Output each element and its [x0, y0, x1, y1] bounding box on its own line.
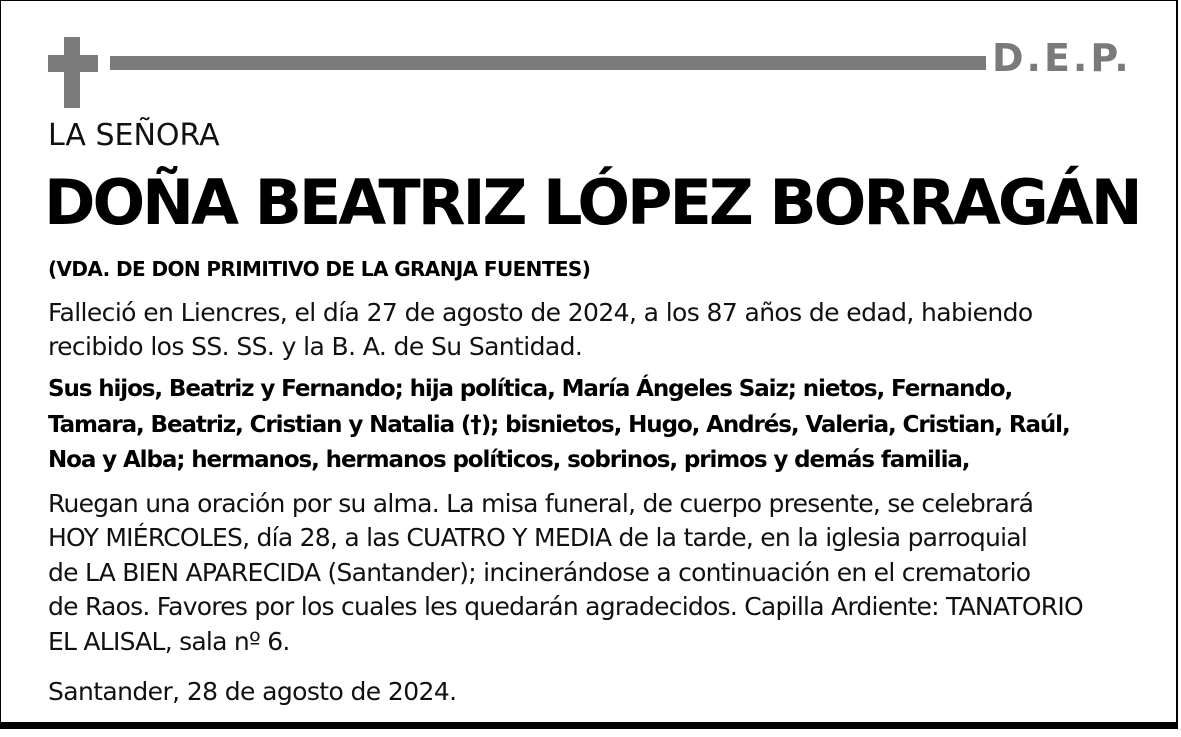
paragraph-line: Ruegan una oración por su alma. La misa funeral, de cuerpo presente, se celebrará [48, 489, 1034, 518]
paragraph-line: Tamara, Beatriz, Cristian y Natalia (†); bisnietos, Hugo, Andrés, Valeria, Cristian, Raúl, [48, 411, 1070, 438]
paragraph-line: recibido los SS. SS. y la B. A. de Su Santidad. [48, 332, 583, 361]
paragraph-line: Noa y Alba; hermanos, hermanos políticos, sobrinos, primos y demás familia, [48, 447, 970, 473]
cross-icon [64, 37, 80, 108]
widow-note: (VDA. DE DON PRIMITIVO DE LA GRANJA FUENTES) [48, 257, 591, 281]
place-date: Santander, 28 de agosto de 2024. [48, 677, 457, 706]
funeral-paragraph [48, 487, 1158, 659]
deceased-name: DOÑA BEATRIZ LÓPEZ BORRAGÁN [44, 166, 1140, 239]
paragraph-line: de Raos. Favores por los cuales les quedarán agradecidos. Capilla Ardiente: TANATORIO [48, 592, 1083, 622]
paragraph-line: Falleció en Liencres, el día 27 de agosto de 2024, a los 87 años de edad, habiendo [48, 298, 1033, 327]
cross-icon-arm [48, 55, 98, 72]
family-paragraph [48, 372, 1158, 479]
paragraph-line: HOY MIÉRCOLES, día 28, a las CUATRO Y MEDIA de la tarde, en la iglesia parroquial [48, 523, 1028, 553]
dep-label: D.E.P. [992, 36, 1132, 80]
death-paragraph [48, 296, 1158, 364]
paragraph-line: de LA BIEN APARECIDA (Santander); incinerándose a continuación en el crematorio [48, 557, 1031, 587]
notice-heading: LA SEÑORA [48, 118, 220, 153]
header-rule [110, 56, 986, 70]
paragraph-line: EL ALISAL, sala nº 6. [48, 626, 290, 656]
paragraph-line: Sus hijos, Beatriz y Fernando; hija política, María Ángeles Saiz; nietos, Fernando, [48, 376, 1013, 402]
